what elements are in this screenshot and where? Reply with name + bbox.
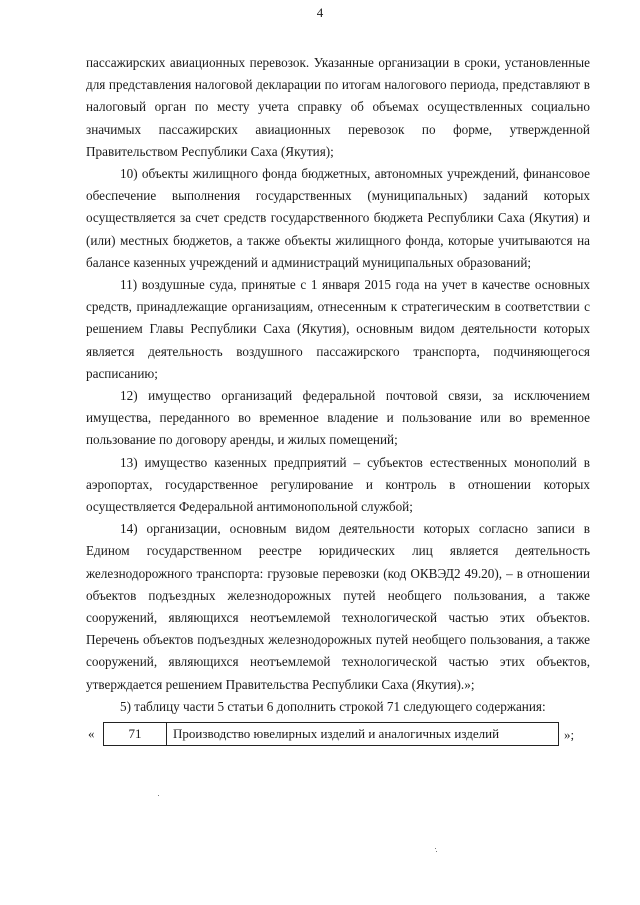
paragraph-item-11: 11) воздушные суда, принятые с 1 января 2015 года на учет в качестве основных средств, принадлежащие организациям, отнесенным к стратегическим в соответствии с решением Главы Республики Саха (Якутия), основным видом деятельности которых является деятельность воздушного пассажирского транспорта, подчиняющегося расписанию; xyxy=(86,277,590,381)
table-cell-number: 71 xyxy=(104,723,167,745)
paragraph-item-12: 12) имущество организаций федеральной почтовой связи, за исключением имущества, переданного во временное владение и пользование или во временное пользование по договору аренды, и жилых помещений; xyxy=(86,388,590,448)
paragraph-item-5-table: 5) таблицу части 5 статьи 6 дополнить строкой 71 следующего содержания: xyxy=(120,698,546,714)
table-row xyxy=(103,722,559,746)
open-quote: « xyxy=(88,726,95,741)
scan-speck xyxy=(436,851,437,852)
close-quote: »; xyxy=(564,727,575,742)
page-number: 4 xyxy=(316,5,324,20)
paragraph-item-14: 14) организации, основным видом деятельности которых согласно записи в Едином государственном реестре юридических лиц является деятельность железнодорожного транспорта: грузовые перевозки (код ОКВЭД2 49.20), – в отношении объектов подъездных железнодорожных путей необщего пользования, а также сооружений, являющихся неотъемлемой технологической частью этих объектов. Перечень объектов подъездных железнодорожных путей необщего пользования, а также сооружений, являющихся неотъемлемой технологической частью этих объектов, утверждается решением Правительства Республики Саха (Якутия).»; xyxy=(86,521,590,692)
table-row-insertion xyxy=(86,718,590,748)
paragraph-item-13: 13) имущество казенных предприятий – субъектов естественных монополий в аэропортах, государственное регулирование и контроль в отношении которых осуществляется Федеральной антимонопольной службой; xyxy=(86,454,590,515)
scan-speck xyxy=(158,795,159,796)
body-text xyxy=(86,52,590,718)
paragraph-continuation: пассажирских авиационных перевозок. Указанные организации в сроки, установленные для представления налоговой декларации по итогам налогового периода, представляют в налоговый орган по месту учета справку об объемах осуществленных социально значимых пассажирских авиационных перевозок по форме, утвержденной Правительством Республики Саха (Якутия); xyxy=(86,55,590,159)
scan-speck xyxy=(435,848,436,849)
table-cell-description: Производство ювелирных изделий и аналогичных изделий xyxy=(173,726,500,741)
paragraph-item-10: 10) объекты жилищного фонда бюджетных, автономных учреждений, финансовое обеспечение выполнения государственных (муниципальных) заданий которых осуществляется за счет средств государственного бюджета Республики Саха (Якутия) и (или) местных бюджетов, а также объекты жилищного фонда, которые учитываются на балансе казенных учреждений и администраций муниципальных образований; xyxy=(86,166,590,270)
